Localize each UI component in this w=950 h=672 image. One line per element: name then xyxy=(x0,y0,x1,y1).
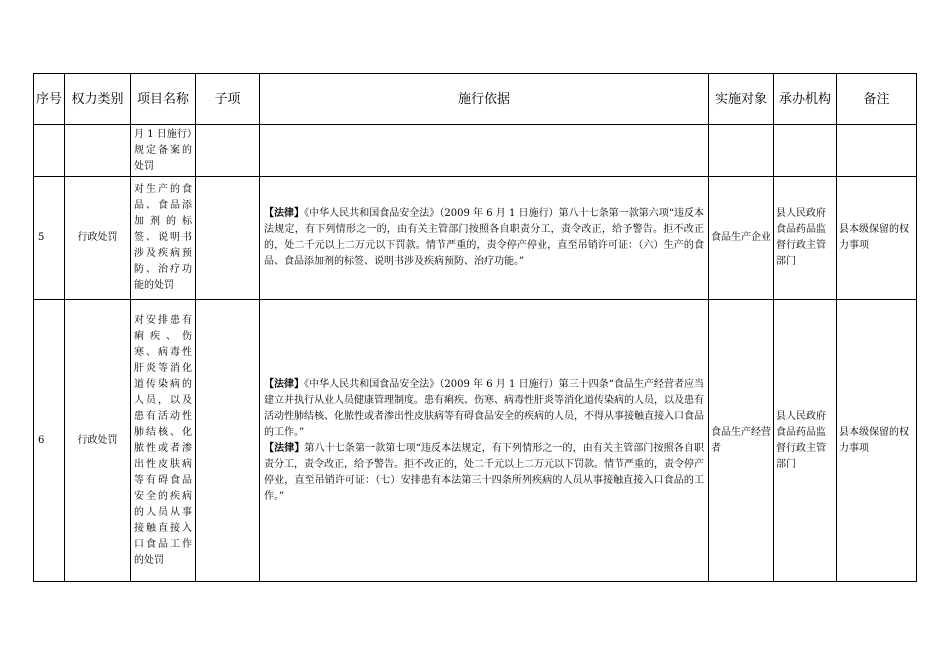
row-category: 行政处罚 xyxy=(65,300,131,582)
table-row xyxy=(34,300,917,582)
row-sub-item xyxy=(196,300,260,582)
law-tag: 【法律】 xyxy=(264,378,305,390)
row-agency xyxy=(774,125,837,177)
header-target: 实施对象 xyxy=(709,74,774,125)
table-row xyxy=(34,177,917,300)
item-name-text: 对安排患有痢疾、伤寒、病毒性肝炎等消化道传染病的人员，以及患有活动性肺结核、化脓性或者渗出性皮肤病等有碍食品安全的疾病的人员从事接触直接入口食品工作的处罚 xyxy=(134,314,192,566)
row-seq xyxy=(34,125,65,177)
row-agency: 县人民政府食品药品监督行政主管部门 xyxy=(774,177,837,300)
row-item-name xyxy=(131,300,196,582)
item-name-text: 月 1 日施行）规定备案的处罚 xyxy=(134,128,192,172)
basis-text: 第八十七条第一款第七项“违反本法规定，有下列情形之一的，由有关主管部门按照各自职责分工，责令改正，给予警告。拒不改正的，处二千元以上二万元以下罚款。情节严重的，责令停产停业，直至吊销许可证：（七）安排患有本法第三十四条所列疾病的人员从事接触直接入口食品的工作。” xyxy=(264,442,705,502)
basis-paragraph xyxy=(264,441,704,505)
basis-paragraph xyxy=(264,206,704,270)
row-note xyxy=(837,125,917,177)
row-target: 食品生产经营者 xyxy=(709,300,774,582)
row-seq: 6 xyxy=(34,300,65,582)
law-tag: 【法律】 xyxy=(264,442,305,454)
row-item-name xyxy=(131,177,196,300)
item-name-text: 对生产的食品、食品添加剂的标签、说明书涉及疾病预防、治疗功能的处罚 xyxy=(134,184,192,291)
row-category: 行政处罚 xyxy=(65,177,131,300)
header-basis: 施行依据 xyxy=(260,74,709,125)
header-item-name: 项目名称 xyxy=(131,74,196,125)
basis-text: 《中华人民共和国食品安全法》（2009 年 6 月 1 日施行）第三十四条“食品生产经营者应当建立并执行从业人员健康管理制度。患有痢疾、伤寒、病毒性肝炎等消化道传染病的人员，以及患有活动性肺结核、化脓性或者渗出性皮肤病等有碍食品安全的疾病的人员，不得从事接触直接入口食品的工作。” xyxy=(264,378,704,438)
header-category: 权力类别 xyxy=(65,74,131,125)
row-note: 县本级保留的权力事项 xyxy=(837,300,917,582)
basis-text: 《中华人民共和国食品安全法》（2009 年 6 月 1 日施行）第八十七条第一款第六项“违反本法规定，有下列情形之一的，由有关主管部门按照各自职责分工，责令改正，给予警告。拒不改正的，处二千元以上二万元以下罚款。情节严重的，责令停产停业，直至吊销许可证：（六）生产的食品、食品添加剂的标签、说明书涉及疾病预防、治疗功能。” xyxy=(264,208,704,267)
row-item-name xyxy=(131,125,196,177)
row-sub-item xyxy=(196,177,260,300)
row-agency: 县人民政府食品药品监督行政主管部门 xyxy=(774,300,837,582)
row-basis xyxy=(260,300,709,582)
header-seq: 序号 xyxy=(34,74,65,125)
row-category xyxy=(65,125,131,177)
law-tag: 【法律】 xyxy=(264,208,305,219)
row-basis xyxy=(260,177,709,300)
header-sub-item: 子项 xyxy=(196,74,260,125)
row-sub-item xyxy=(196,125,260,177)
power-list-table xyxy=(33,73,917,582)
basis-paragraph xyxy=(264,377,704,441)
row-basis xyxy=(260,125,709,177)
table-header-row xyxy=(34,74,917,125)
header-note: 备注 xyxy=(837,74,917,125)
row-target xyxy=(709,125,774,177)
table-row xyxy=(34,125,917,177)
header-agency: 承办机构 xyxy=(774,74,837,125)
row-note: 县本级保留的权力事项 xyxy=(837,177,917,300)
row-seq: 5 xyxy=(34,177,65,300)
row-target: 食品生产企业 xyxy=(709,177,774,300)
